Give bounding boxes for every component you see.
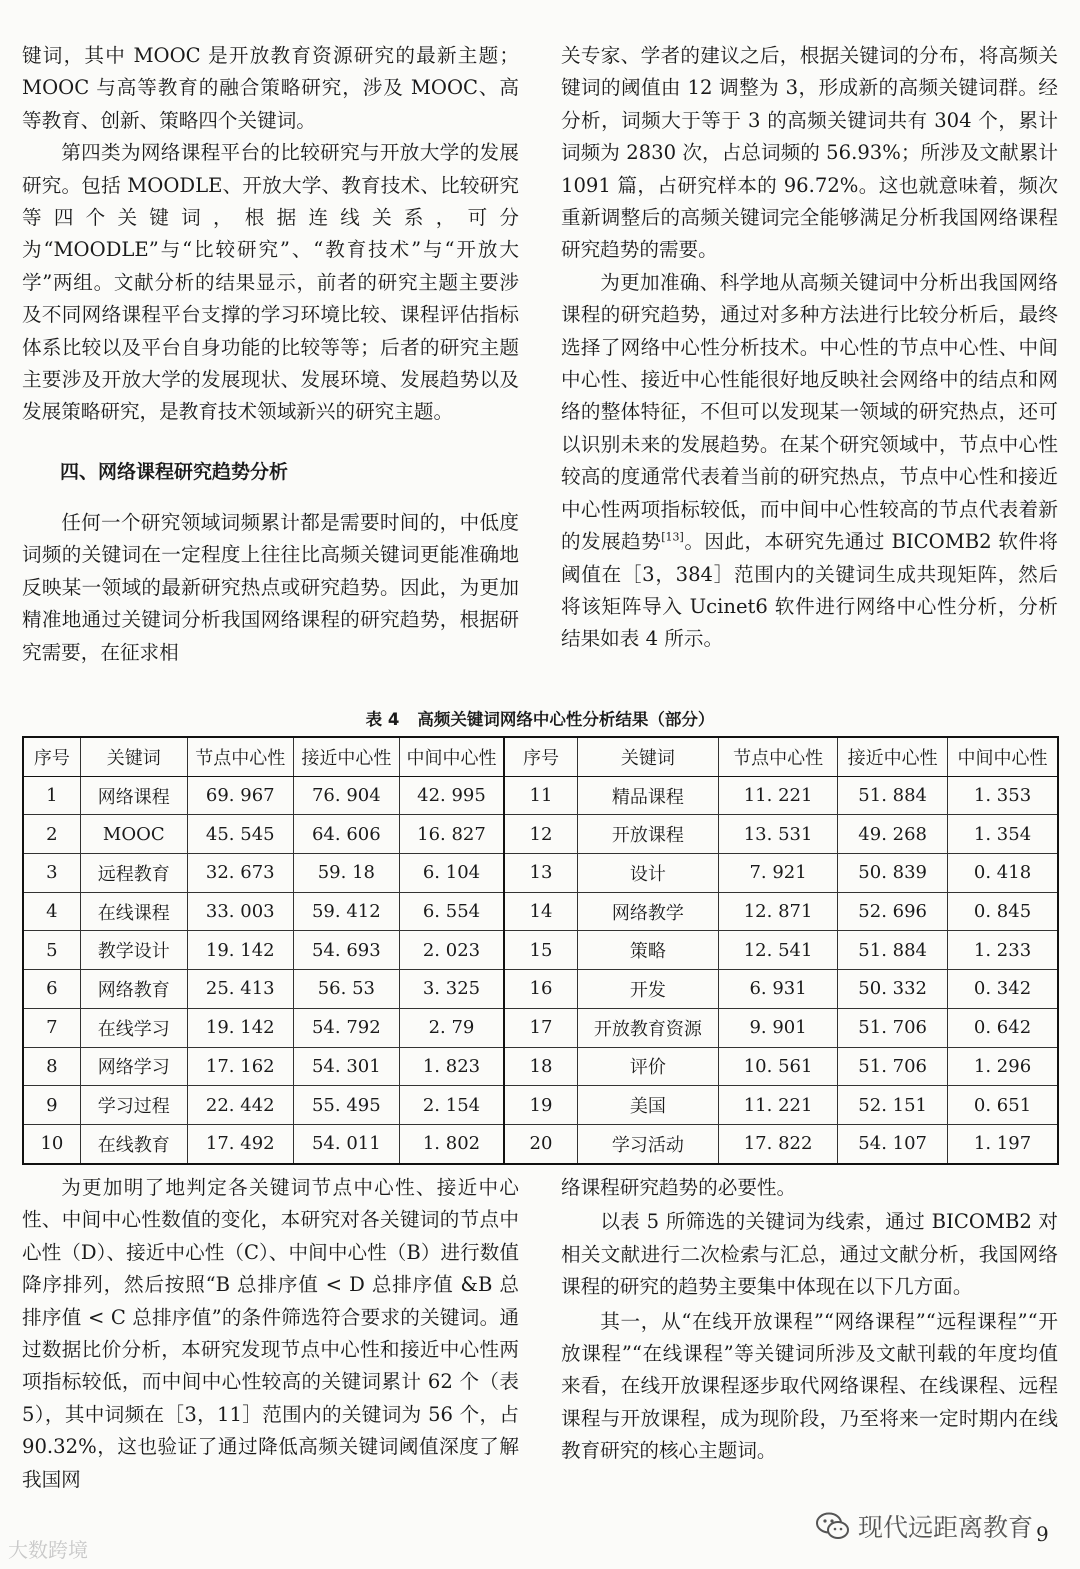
table-cell: 6. 104 [399,854,504,893]
table-cell: 开放教育资源 [577,1008,718,1047]
table-cell: 远程教育 [80,854,187,893]
paragraph: 以表 5 所筛选的关键词为线索，通过 BICOMB2 对相关文献进行二次检索与汇总，通过文献分析，我国网络课程的研究的趋势主要集中体现在以下几方面。 [561,1210,1058,1299]
table-header-cell: 中间中心性 [399,737,504,776]
page-number: 9 [1036,1522,1049,1546]
table-cell: 美国 [577,1086,718,1125]
paragraph: 任何一个研究领域词频累计都是需要时间的，中低度词频的关键词在一定程度上往往比高频关键词更能准确地反映某一领域的最新研究热点或研究趋势。因此，为更加精准地通过关键词分析我国网络课程的研究趋势，根据研究需要，在征求相 [22,510,519,664]
table-cell: 2. 154 [399,1086,504,1125]
table-cell: 8 [23,1047,80,1086]
table-row [23,776,1058,815]
table-cell: 55. 495 [293,1086,399,1125]
table-cell: 6. 554 [399,892,504,931]
table-cell: 1. 802 [399,1124,504,1163]
table-cell: 1. 233 [948,931,1058,970]
table-cell: 69. 967 [187,776,293,815]
section-heading: 四、网络课程研究趋势分析 [60,460,289,483]
paragraph: 为更加明了地判定各关键词节点中心性、接近中心性、中间中心性数值的变化，本研究对各关键词的节点中心性（D）、接近中心性（C）、中间中心性（B）进行数值降序排列，然后按照“B 总排序值 < D 总排序值 &B 总排序值 < C 总排序值”的条件筛选符合要求的关键词。通过数据比价分析，本研究发现节点中心性和接近中心性两项指标较低，而中间中心性较高的关键词累计 62 个（表 5），其中词频在［3，11］范围内的关键词为 56 个，占 90.32%，这也验证了通过降低高频关键词阈值深度了解我国网 [22,1176,519,1491]
table-cell: 59. 412 [293,892,399,931]
table-cell: 3. 325 [399,970,504,1009]
table-cell: 精品课程 [577,776,718,815]
table-header-cell: 序号 [23,737,80,776]
table-cell: 18 [504,1047,577,1086]
table-header-cell: 关键词 [80,737,187,776]
paragraph: 其一，从“在线开放课程”“网络课程”“远程课程”“开放课程”“在线课程”等关键词所涉及文献刊载的年度均值来看，在线开放课程逐步取代网络课程、在线课程、远程课程与开放课程，成为现阶段，乃至将来一定时期内在线教育研究的核心主题词。 [561,1309,1058,1463]
table-cell: 64. 606 [293,815,399,854]
table-cell: 54. 792 [293,1008,399,1047]
table-cell: 学习过程 [80,1086,187,1125]
table-cell: 54. 011 [293,1124,399,1163]
table-cell: 13 [504,854,577,893]
table-cell: 19. 142 [187,1008,293,1047]
table-cell: 76. 904 [293,776,399,815]
table-cell: 策略 [577,931,718,970]
paragraph: 络课程研究趋势的必要性。 [561,1176,797,1199]
table-cell: 3 [23,854,80,893]
table-cell: 11 [504,776,577,815]
table-cell: 网络教育 [80,970,187,1009]
right-column-top [561,40,1058,656]
table-cell: 52. 151 [838,1086,948,1125]
table-cell: 2. 023 [399,931,504,970]
table-cell: 11. 221 [718,776,837,815]
table-cell: 在线课程 [80,892,187,931]
table-cell: 在线教育 [80,1124,187,1163]
table-cell: 5 [23,931,80,970]
table-cell: 19. 142 [187,931,293,970]
watermark-text: 现代远距离教育 [858,1513,1034,1542]
table-row [23,931,1058,970]
table-header-row [23,737,1058,776]
right-column-bottom [561,1172,1058,1468]
table-cell: 网络教学 [577,892,718,931]
table-cell: 教学设计 [80,931,187,970]
table-cell: 1. 823 [399,1047,504,1086]
table-cell: 50. 332 [838,970,948,1009]
table-cell: 19 [504,1086,577,1125]
table-cell: 51. 884 [838,776,948,815]
table-cell: 4 [23,892,80,931]
table-header-cell: 节点中心性 [187,737,293,776]
paragraph-text: 为更加准确、科学地从高频关键词中分析出我国网络课程的研究趋势，通过对多种方法进行比较分析后，最终选择了网络中心性分析技术。中心性的节点中心性、中间中心性、接近中心性能很好地反映社会网络中的结点和网络的整体特征，不但可以发现某一领域的研究热点，还可以识别未来的发展趋势。在某个研究领域中，节点中心性较高的度通常代表着当前的研究热点，节点中心性和接近中心性两项指标较低，而中间中心性较高的节点代表着新的发展趋势 [561,270,1058,554]
table-cell: 2. 79 [399,1008,504,1047]
table-cell: 网络课程 [80,776,187,815]
table-cell: 7 [23,1008,80,1047]
table-cell: 11. 221 [718,1086,837,1125]
table-cell: 20 [504,1124,577,1163]
table-cell: 学习活动 [577,1124,718,1163]
left-column-bottom [22,1172,519,1496]
paragraph-text: 。因此，本研究先通过 BICOMB2 软件将阈值在［3，384］范围内的关键词生成共现矩阵，然后将该矩阵导入 Ucinet6 软件进行网络中心性分析，分析结果如表 4 所示。 [561,530,1059,651]
paragraph: 第四类为网络课程平台的比较研究与开放大学的发展研究。包括 MOODLE、开放大学、教育技术、比较研究等四个关键词，根据连线关系，可分为“MOODLE”与“比较研究”、“教育技术”与“开放大学”两组。文献分析的结果显示，前者的研究主题主要涉及不同网络课程平台支撑的学习环境比较、课程评估指标体系比较以及平台自身功能的比较等等；后者的研究主题主要涉及开放大学的发展现状、发展环境、发展趋势以及发展策略研究，是教育技术领域新兴的研究主题。 [22,141,519,424]
table-cell: 7. 921 [718,854,837,893]
table-header-cell: 中间中心性 [948,737,1058,776]
table-cell: 1. 354 [948,815,1058,854]
table-cell: 15 [504,931,577,970]
watermark-left: 大数跨境 [8,1538,88,1562]
table-cell: MOOC [80,815,187,854]
table-cell: 1. 296 [948,1047,1058,1086]
wechat-icon [816,1512,850,1540]
table-cell: 50. 839 [838,854,948,893]
table-row [23,854,1058,893]
table-cell: 22. 442 [187,1086,293,1125]
table-label: 表 4 [365,710,400,729]
table-row [23,1008,1058,1047]
table-header-cell: 节点中心性 [718,737,837,776]
table-cell: 12 [504,815,577,854]
table-cell: 10. 561 [718,1047,837,1086]
table-row [23,1124,1058,1163]
table-cell: 51. 706 [838,1008,948,1047]
paragraph: 关专家、学者的建议之后，根据关键词的分布，将高频关键词的阈值由 12 调整为 3，形成新的高频关键词群。经分析，词频大于等于 3 的高频关键词共有 304 个，累计词频为 2830 次，占总词频的 56.93%；所涉及文献累计 1091 篇，占研究样本的 96.72%。这也就意味着，频次重新调整后的高频关键词完全能够满足分析我国网络课程研究趋势的需要。 [561,44,1058,262]
table-cell: 10 [23,1124,80,1163]
paragraph: 键词，其中 MOOC 是开放教育资源研究的最新主题；MOOC 与高等教育的融合策略研究，涉及 MOOC、高等教育、创新、策略四个关键词。 [22,44,519,132]
table-cell: 42. 995 [399,776,504,815]
paragraph [561,267,1058,656]
table-cell: 6. 931 [718,970,837,1009]
table-cell: 0. 342 [948,970,1058,1009]
table-cell: 17. 162 [187,1047,293,1086]
table-cell: 1 [23,776,80,815]
table-cell: 开放课程 [577,815,718,854]
table-cell: 在线学习 [80,1008,187,1047]
table-cell: 25. 413 [187,970,293,1009]
table-header-cell: 关键词 [577,737,718,776]
watermark-right [816,1508,1033,1544]
table-cell: 45. 545 [187,815,293,854]
table-cell: 51. 706 [838,1047,948,1086]
table-cell: 0. 642 [948,1008,1058,1047]
table-row [23,970,1058,1009]
table-cell: 54. 301 [293,1047,399,1086]
table-cell: 1. 197 [948,1124,1058,1163]
table-cell: 开发 [577,970,718,1009]
table-header-cell: 接近中心性 [838,737,948,776]
table-cell: 59. 18 [293,854,399,893]
table-row [23,815,1058,854]
table-cell: 网络学习 [80,1047,187,1086]
table-cell: 评价 [577,1047,718,1086]
data-table [22,736,1059,1165]
table-body [23,776,1058,1163]
table-cell: 9. 901 [718,1008,837,1047]
table-cell: 0. 651 [948,1086,1058,1125]
left-column-top [22,40,519,669]
table-cell: 12. 541 [718,931,837,970]
table-header-cell: 序号 [504,737,577,776]
table-cell: 0. 418 [948,854,1058,893]
table-cell: 52. 696 [838,892,948,931]
table-cell: 54. 693 [293,931,399,970]
table-cell: 17. 492 [187,1124,293,1163]
table-cell: 6 [23,970,80,1009]
table-cell: 49. 268 [838,815,948,854]
table-cell: 33. 003 [187,892,293,931]
table-row [23,892,1058,931]
table-row [23,1086,1058,1125]
table-cell: 2 [23,815,80,854]
table-cell: 0. 845 [948,892,1058,931]
table-row [23,1047,1058,1086]
table-cell: 17 [504,1008,577,1047]
table-cell: 14 [504,892,577,931]
table-cell: 17. 822 [718,1124,837,1163]
table-cell: 56. 53 [293,970,399,1009]
table-cell: 16 [504,970,577,1009]
reference-marker: [13] [661,530,684,544]
table-title: 高频关键词网络中心性分析结果（部分） [417,710,715,729]
table-cell: 51. 884 [838,931,948,970]
table-caption [0,706,1080,730]
table-cell: 13. 531 [718,815,837,854]
table-cell: 1. 353 [948,776,1058,815]
table-cell: 9 [23,1086,80,1125]
table-cell: 设计 [577,854,718,893]
table-header-cell: 接近中心性 [293,737,399,776]
table-cell: 54. 107 [838,1124,948,1163]
table-cell: 16. 827 [399,815,504,854]
table-cell: 32. 673 [187,854,293,893]
table-cell: 12. 871 [718,892,837,931]
